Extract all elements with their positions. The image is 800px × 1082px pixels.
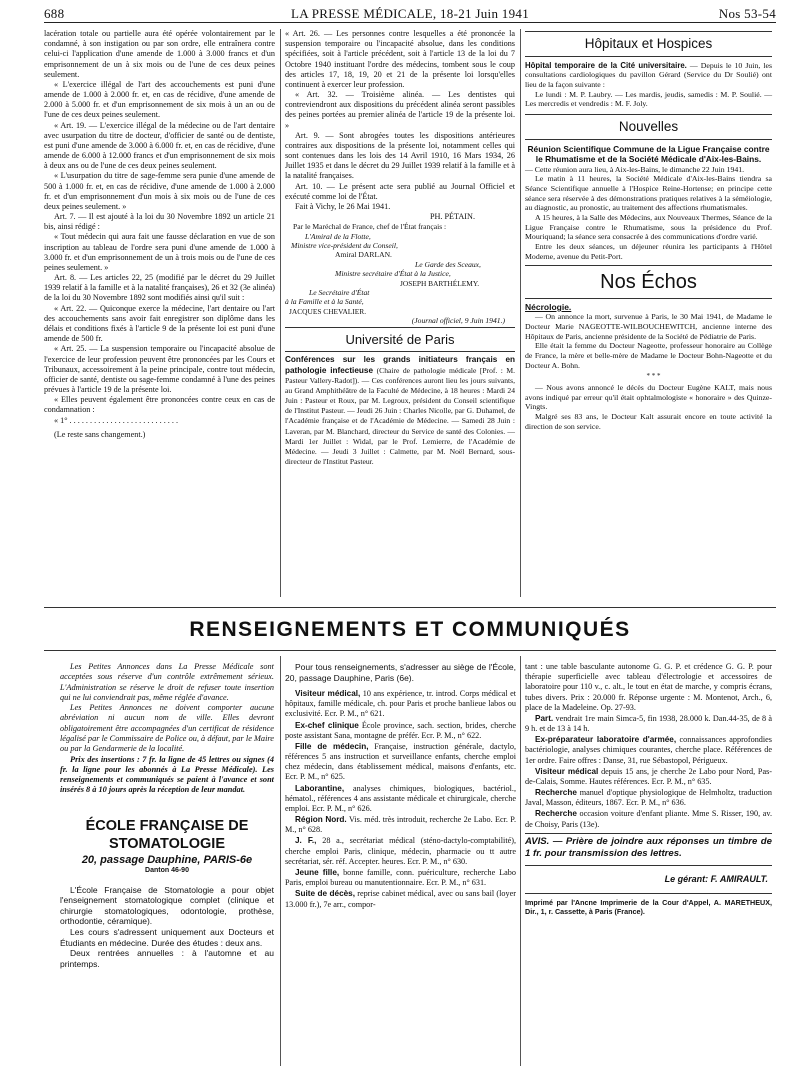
obituary-label: Nécrologie. — [525, 301, 572, 312]
ad-lead: Ex-préparateur laboratoire d'armée, — [535, 735, 677, 745]
signature-line: Le Secrétaire d'État — [309, 287, 370, 297]
paragraph: Art. 7. — Il est ajouté à la loi du 30 Novembre 1892 un article 21 bis, ainsi rédigé : — [44, 212, 275, 232]
paragraph: « Art. 25. — La suspension temporaire ou l'incapacité absolue de l'exercice de leur profession peuvent être prononcées par les Cours et Tribunaux, accessoirement à la peine principale, contre tout médecin, officier de santé, dentiste ou sage-femme condamné à l'une des peines prévues à l'article 19 de la présente loi. — [44, 344, 275, 395]
classified-ad — [285, 815, 516, 835]
section-rule — [525, 139, 772, 140]
classified-ad: Pour tous renseignements, s'adresser au siège de l'École, 20, passage Dauphine, Paris (6e). — [285, 662, 516, 683]
classified-ad — [525, 735, 772, 766]
paragraph: L'École Française de Stomatologie a pour objet l'enseignement stomatologique complet (clinique et chirurgie stomatologiques, odontologie, prothèse, orthodontie, céramique). — [60, 884, 274, 927]
section-rule — [525, 265, 772, 266]
classified-ad — [285, 868, 516, 888]
column-divider — [520, 29, 521, 597]
page-number: 688 — [44, 6, 65, 21]
signature-line: Amiral DARLAN. — [335, 250, 392, 260]
paragraph: Le lundi : M. P. Laubry. — Les mardis, jeudis, samedis : M. P. Soulié. — Les mercredis et vendredis : M. F. Joly. — [525, 89, 772, 109]
section-rule — [525, 114, 772, 115]
section-rule — [285, 327, 515, 328]
classifieds-title: RENSEIGNEMENTS ET COMMUNIQUÉS — [189, 618, 631, 641]
classifieds-column-3 — [525, 662, 772, 917]
ad-text: analyses chimiques, biologiques, bactériol., hématol., références 4 ans assistante médicale et chirurgicale, cherche emploi. Ecr. P. M., n° 626. — [285, 783, 516, 813]
school-address: 20, passage Dauphine, PARIS-6e — [81, 853, 253, 866]
section-rule — [525, 833, 772, 834]
ad-text: reprise cabinet médical, avec ou sans bail (loyer 13.000 fr.), 7e arr., compor- — [285, 889, 516, 909]
university-section-title: Université de Paris — [345, 332, 455, 348]
classified-ad — [285, 689, 516, 720]
classifieds-column-2 — [285, 662, 516, 911]
paragraph: « L'usurpation du titre de sage-femme sera punie d'une amende de 500 à 1.000 fr. et, en cas de récidive, d'une amende de 1.000 à 2.000 fr. et d'un emprisonnement d'un mois à six mois ou de l'une de ces deux peines seulement. » — [44, 171, 275, 211]
classified-ad — [285, 889, 516, 909]
section-rule — [525, 56, 772, 57]
page-header — [44, 6, 776, 22]
news-column — [525, 29, 772, 431]
column-divider — [280, 29, 281, 597]
paragraph: — On annonce la mort, survenue à Paris, le 30 Mai 1941, de Madame le Docteur Marie NAGEOTTE-WILBOUCHEWITCH, ancienne interne des Hôpitaux de Paris, ancienne présidente de la Société de Pédiatrie de Paris. — [525, 312, 772, 341]
section-rule — [525, 865, 772, 866]
section-rule — [44, 607, 776, 608]
echoes-section-title: Nos Échos — [600, 271, 697, 294]
issue-number: Nos 53-54 — [718, 6, 776, 21]
ad-text: connaissances approfondies bactériologie, analyses chimiques courantes, cherche place. Références de 1er ordre. Faire offres : Danse, 31, rue Sébastopol, Périgueux. — [525, 735, 772, 765]
paragraph: A 15 heures, à la Salle des Médecins, aux Nouveaux Thermes, Séance de la Ligue Française contre le Rhumatisme, sous la présidence du Prof. Mouriquand; la séance sera consacrée à des communications d'ordre varié. — [525, 212, 772, 242]
paragraph: Deux rentrées annuelles : à l'automne et au printemps. — [60, 948, 274, 969]
signature-line: Par le Maréchal de France, chef de l'État français : — [293, 222, 447, 232]
ad-lead: Ex-chef clinique — [295, 720, 359, 730]
paragraph: Les Petites Annonces ne doivent comporter aucune abréviation ni aucun nom de ville. Elles devront obligatoirement être accompagnées d'un certificat de résidence légalisé par le Commissaire de Police ou, à défaut, par le Maire ou par la Gendarmerie de la localité. — [60, 703, 274, 754]
ad-text: depuis 15 ans, je cherche 2e Labo pour Nord, Pas-de-Calais, Somme. Hautes références. Ecr. P. M., n° 635. — [525, 766, 772, 786]
journal-officiel-reference: (Journal officiel, 9 Juin 1941.) — [411, 315, 505, 325]
signature-line: L'Amiral de la Flotte, — [305, 231, 371, 241]
paragraph: « Elles peuvent également être prononcées contre ceux en cas de condamnation : — [44, 395, 275, 415]
ad-text: Vis. méd. très introduit, recherche 2e Labo. Ecr. P. M., n° 628. — [285, 815, 516, 835]
classified-ad: tant : une table basculante autonome G. G. P. et crédence G. G. P. pour thérapie superficielle avec tableau d'électrologie et accessoires de laboratoire pour 110 v., c. alt., le tout en état de marche, y compris écrans, tubes divers. Prix : 20.000 fr. Réponse urgente : M. Montenot, Arch., 6, place de la Madeleine. Op. 27-93. — [525, 662, 772, 712]
column-divider — [280, 656, 281, 1066]
paragraph: « L'exercice illégal de l'art des accouchements est puni d'une amende de 1.000 à 2.000 fr. et, en cas de récidive, d'une amende de 2.000 à 5.000 fr. et d'un emprisonnement de six mois à un an ou de l'une de ces deux peines seulement. — [44, 79, 275, 120]
hospital-announcement — [525, 61, 772, 90]
school-title: ÉCOLE FRANÇAISE DE STOMATOLOGIE — [85, 817, 249, 852]
section-rule — [525, 893, 772, 894]
paragraph: Prix des insertions : 7 fr. la ligne de 45 lettres ou signes (4 fr. la ligne pour les abonnés à La Presse Médicale). Les renseignements et communiqués se paient à l'avance et sont insérés 8 à 10 jours après la réception de leur mandat. — [60, 754, 274, 795]
classified-ad — [525, 714, 772, 734]
classified-ad — [525, 788, 772, 808]
paragraph: lacération totale ou partielle aura été opérée volontairement par le condamné, à son instigation ou par son ordre, elle entraînera contre celui-ci l'application d'une amende de 1.000 à 3.000 francs et d'un emprisonnement de un à six mois ou de l'une de ces deux peines seulement. — [44, 29, 275, 79]
classified-ad — [525, 767, 772, 787]
separator-stars: * * * — [646, 372, 661, 381]
hospitals-section-title: Hôpitaux et Hospices — [584, 36, 713, 51]
signature: PH. PÉTAIN. — [429, 212, 475, 222]
announcement-text: — Depuis le 10 Juin, les consultations cardiologiques du pavillon Gérard (Service du Dr Soulié) ont lieu de la façon suivante : — [525, 60, 773, 90]
paragraph: « Art. 22. — Quiconque exerce la médecine, l'art dentaire ou l'art des accouchements sans avoir fait enregistrer son diplôme dans les délais et conditions fixés à l'article 9 de la présente loi est puni d'une amende de 500 fr. — [44, 303, 275, 344]
ad-text: bonne famille, conn. puériculture, recherche Labo Paris, emploi bureau ou manutentionnaire. Ecr. P. M., n° 631. — [285, 867, 516, 888]
announcement-text: (Chaire de pathologie médicale [Prof. : M. Pasteur Vallery-Radot]). — Ces conférences auront lieu les jours suivants, au Grand Amphithéâtre de la Faculté de Médecine, à 18 heures : Mardi 24 Juin : Pasteur et Roux, par M. Legroux, président du Conseil scientifique de l'Institut Pasteur. — Jeudi 26 Juin : Charles Nicolle, par G. Duhamel, de l'Académie française et de l'Académie de Médecine. — Samedi 28 Juin : Laveran, par M. Blanchard, directeur du Service de santé des Colonies. — Mardi 1er Juillet : Widal, par le Prof. Lemierre, de l'Académie de Médecine. — Jeudi 3 Juillet : Calmette, par M. Noël Bernard, sous-directeur de l'Institut Pasteur. — [285, 365, 516, 467]
paragraph: Malgré ses 83 ans, le Docteur Kalt assurait encore en toute activité la direction de son service. — [525, 412, 772, 431]
university-announcement — [285, 355, 515, 467]
classified-ad — [285, 742, 516, 783]
ad-text: École province, sach. section, brides, cherche poste assistant Sana, montagne de préfér. Ecr. P. M., n° 622. — [285, 720, 517, 740]
ad-lead: Part. — [535, 713, 554, 723]
paragraph: Art. 9. — Sont abrogées toutes les dispositions antérieures contraires aux dispositions de la présente loi, notamment celles qui sont contenues dans les lois des 14 Avril 1910, 16 Mars 1934, 26 Juillet 1935 et dans le décret du 29 Juillet 1939 relatif à la famille et à la natalité françaises. — [285, 130, 515, 181]
news-section-title: Nouvelles — [618, 119, 679, 135]
announcement-heading: Conférences sur les grands initiateurs français en pathologie infectieuse — [285, 355, 515, 375]
classified-ad — [285, 721, 516, 741]
paragraph: (Le reste sans changement.) — [54, 429, 146, 439]
ad-lead: Laborantine, — [295, 783, 345, 793]
ad-lead: Visiteur médical, — [295, 689, 361, 699]
signature-line: Ministre secrétaire d'État à la Justice, — [335, 269, 451, 279]
ad-text: Française, instruction générale, dactylo, références 5 ans instruction et surveillance enfants, cherche emploi chez médecin, dans établissement médical, maisons d'enfants, etc. Ecr. P. M., n° 625. — [285, 741, 516, 782]
law-text-column-1 — [44, 29, 275, 440]
law-text-column-2 — [285, 29, 515, 467]
paragraph: Les Petites Annonces dans La Presse Médicale sont acceptées sous réserve d'un contrôle extrêmement sérieux. L'Administration se réserve le droit de refuser toute insertion qui ne lui conviendrait pas, même réglée d'avance. — [60, 662, 274, 702]
signature-line: Ministre vice-président du Conseil, — [291, 241, 398, 251]
ad-lead: Fille de médecin, — [295, 741, 369, 751]
signature-line: Le Garde des Sceaux, — [415, 259, 481, 269]
paragraph: Elle était la femme du Docteur Nageotte, professeur honoraire au Collège de France, la mère et belle-mère de Madame le Docteur Bohn-Nageotte et du Docteur A. Bohn. — [525, 341, 772, 370]
paragraph: « Tout médecin qui aura fait une fausse déclaration en vue de son inscription au tableau de l'ordre sera puni d'une amende de 1.000 à 3.000 fr. et d'un emprisonnement de un à trois mois ou de l'une de ces peines seulement. » — [44, 232, 275, 272]
header-rule — [44, 22, 776, 23]
school-phone: Danton 46-90 — [145, 867, 189, 875]
notice-text: AVIS. — Prière de joindre aux réponses un timbre de 1 fr. pour transmission des lettres. — [525, 835, 772, 860]
printer-credit: Imprimé par l'Ancne Imprimerie de la Cour d'Appel, A. MARETHEUX, Dir., 1, r. Cassette, à Paris (France). — [525, 897, 772, 916]
ad-lead: J. F., — [295, 836, 317, 846]
section-rule — [285, 351, 515, 352]
paragraph: Fait à Vichy, le 26 Mai 1941. — [295, 201, 391, 211]
signature-line: JOSEPH BARTHÉLEMY. — [400, 278, 480, 288]
ad-text: manuel d'optique physiologique de Helmholtz, traduction Javal, Masson, éditeurs, 1867. Ecr. P. M., n° 636. — [525, 788, 772, 808]
paragraph: Entre les deux séances, un déjeuner réunira les participants à l'Hôtel Moderne, avenue du Petit-Port. — [525, 241, 772, 261]
ad-lead: Visiteur médical — [535, 766, 599, 776]
paragraph: « Art. 19. — L'exercice illégal de la médecine ou de l'art dentaire avec usurpation du titre de docteur, d'officier de santé ou de dentiste, est puni d'une amende de 3.000 à 6.000 fr. et, en cas de récidive, d'une amende de 6.000 à 12.000 francs et d'un emprisonnement de six mois à deux ans ou de l'une de ces deux peines seulement. — [44, 120, 275, 171]
signature-line: JACQUES CHEVALIER. — [289, 306, 367, 316]
classified-ad — [525, 809, 772, 829]
announcement-heading: Hôpital temporaire de la Cité universitaire. — [525, 60, 687, 70]
ad-lead: Recherche — [535, 809, 577, 819]
paragraph: — Cette réunion aura lieu, à Aix-les-Bains, le dimanche 22 Juin 1941. — [525, 164, 745, 174]
journal-title: LA PRESSE MÉDICALE, 18-21 Juin 1941 — [290, 6, 529, 21]
paragraph: « Art. 32. — Troisième alinéa. — Les dentistes qui contreviendront aux dispositions du précédent alinéa seront passibles des peines portées au premier alinéa de l'article 19 de la présente loi. » — [285, 90, 515, 130]
classifieds-column-1 — [60, 662, 274, 969]
ad-lead: Jeune fille, — [295, 867, 340, 877]
paragraph: Les cours s'adressent uniquement aux Docteurs et Étudiants en médecine. Durée des études : deux ans. — [60, 927, 274, 948]
ad-text: 10 ans expérience, tr. introd. Corps médical et hôpitaux, famille médicale, ch. pour Paris et proche banlieue labos ou exclusivité. Ecr. P. M., n° 621. — [285, 689, 517, 719]
section-rule — [44, 650, 776, 651]
ad-text: vendrait 1re main Simca-5, fin 1938, 28.000 k. Dan.44-35, de 8 à 9 h. et de 13 à 14 h. — [525, 713, 772, 734]
paragraph: Art. 10. — Le présent acte sera publié au Journal Officiel et exécuté comme loi de l'État. — [285, 181, 515, 201]
ad-text: 28 a., secrétariat médical (sténo-dactylo-comptabilité), cherche emploi Paris, clinique, médecin, pharmacie ou tt autre secrétariat, sér. réf. Accepter. heures. Ecr. P. M., n° 630. — [285, 836, 516, 866]
section-rule — [525, 298, 772, 299]
paragraph: Art. 8. — Les articles 22, 25 (modifié par le décret du 29 Juillet 1939 relatif à la famille et à la natalité françaises), 26 et 32 (3e alinéa) de la loi du 30 Novembre 1892 sont modifiés ainsi qu'il suit : — [44, 273, 275, 303]
ad-lead: Recherche — [535, 788, 577, 798]
paragraph: « 1° . . . . . . . . . . . . . . . . . . . . . . . . . . . — [54, 415, 179, 425]
ad-lead: Suite de décès, — [295, 889, 356, 899]
section-rule — [525, 31, 772, 32]
ad-text: occasion voiture d'enfant pliante. Mme S. Risser, 190, av. de Choisy, Paris (13e). — [525, 809, 772, 829]
announcement-heading: Réunion Scientifique Commune de la Ligue Française contre le Rhumatisme et de la Société Médicale d'Aix-les-Bains. — [527, 143, 770, 165]
ad-lead: Région Nord. — [295, 815, 347, 825]
manager-signature: Le gérant: F. AMIRAULT. — [664, 873, 768, 884]
classified-ad — [285, 836, 516, 867]
paragraph: — Nous avons annoncé le décès du Docteur Eugène KALT, mais nous avons indiqué par erreur qu'il était ophtalmologiste « honoraire » des Quinze-Vingts. — [525, 383, 772, 412]
paragraph: « Art. 26. — Les personnes contre lesquelles a été prononcée la suspension temporaire ou l'incapacité absolue, dans les conditions spécifiées, soit à l'article précédent, soit à l'article 13 de la loi du 7 Octobre 1940 instituant l'ordre des médecins, tombent sous le coup des articles 17, 18, 19, 20 et 21 de la présente loi lorsqu'elles continuent à exercer leur profession. — [285, 29, 515, 89]
classified-ad — [285, 784, 516, 815]
signature-line: à la Famille et à la Santé, — [285, 297, 364, 307]
paragraph: Le matin à 11 heures, la Société Médicale d'Aix-les-Bains tiendra sa Séance Scientifique annuelle à l'Hospice Reine-Hortense; en principe cette séance sera réservée à des démonstrations pratiques relatives à la séméiologie, au diagnostic, au pronostic, au traitement des affections rhumatismales. — [525, 174, 772, 213]
column-divider — [520, 656, 521, 1066]
